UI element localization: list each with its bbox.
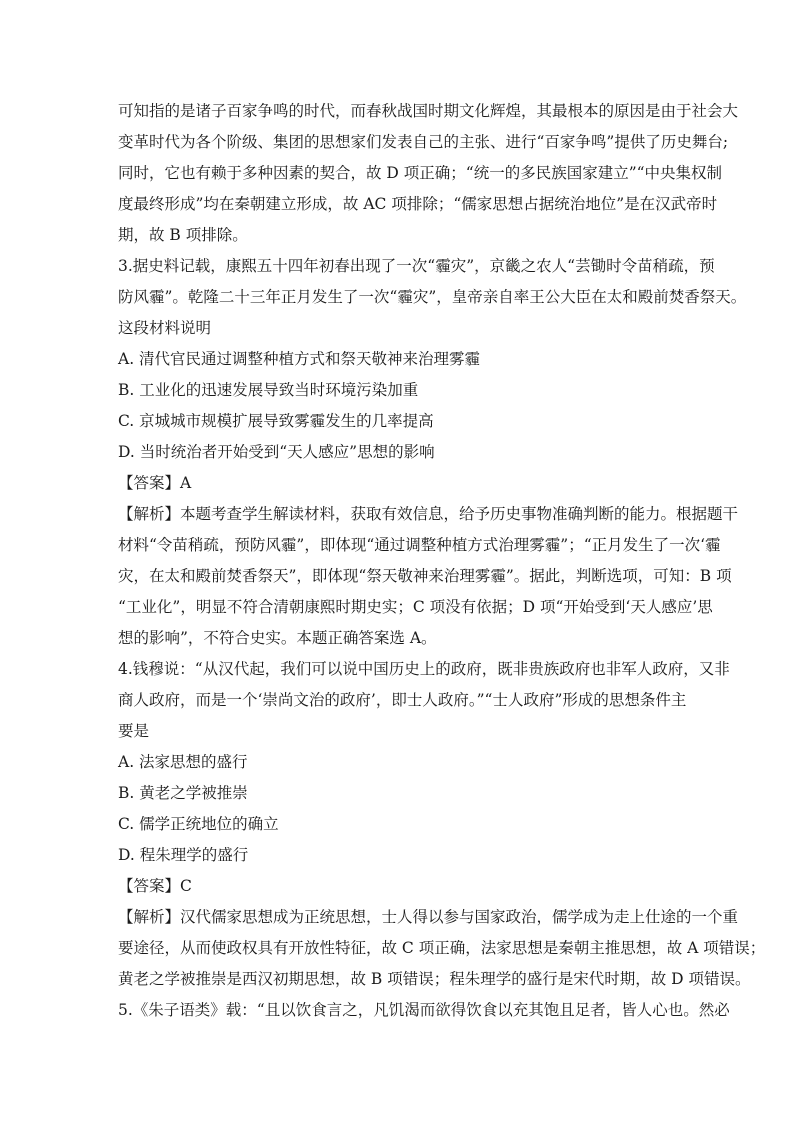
question-3-option-d: D. 当时统治者开始受到“天人感应”思想的影响 xyxy=(118,443,435,461)
question-3-option-b: B. 工业化的迅速发展导致当时环境污染加重 xyxy=(118,381,419,399)
question-4-analysis-line-2: 要途径，从而使政权具有开放性特征，故 C 项正确，法家思想是秦朝主推思想，故 A 项错误； xyxy=(118,939,766,957)
question-3-stem-line-1: 3.据史料记载，康熙五十四年初春出现了一次“霾灾”，京畿之农人“芸锄时令苗稍疏，预 xyxy=(118,257,715,275)
question-3-stem-line-3: 这段材料说明 xyxy=(118,319,212,337)
question-3-analysis-line-4: “工业化”，明显不符合清朝康熙时期史实；C 项没有依据；D 项“开始受到‘天人感应’思 xyxy=(118,598,713,616)
question-4-option-a: A. 法家思想的盛行 xyxy=(118,753,248,771)
question-5-stem-line-1: 5.《朱子语类》载：“且以饮食言之，凡饥渴而欲得饮食以充其饱且足者，皆人心也。然必 xyxy=(118,1001,730,1019)
text-line-5: 期，故 B 项排除。 xyxy=(118,226,248,244)
text-line-2: 变革时代为各个阶级、集团的思想家们发表自己的主张、进行“百家争鸣”提供了历史舞台; xyxy=(118,133,729,151)
question-3-analysis-line-2: 材料“令苗稍疏，预防风霾”，即体现“通过调整种植方式治理雾霾”；“正月发生了一次‘霾 xyxy=(118,536,721,554)
question-3-stem-line-2: 防风霾”。乾隆二十三年正月发生了一次“霾灾”，皇帝亲自率王公大臣在太和殿前焚香祭天。 xyxy=(118,288,747,306)
question-4-stem-line-3: 要是 xyxy=(118,722,150,740)
question-4-option-c: C. 儒学正统地位的确立 xyxy=(118,815,279,833)
page-content xyxy=(118,96,766,1026)
question-3-analysis-line-1: 【解析】本题考查学生解读材料，获取有效信息，给予历史事物准确判断的能力。根据题干 xyxy=(118,505,739,523)
text-line-3: 同时，它也有赖于多种因素的契合，故 D 项正确；“统一的多民族国家建立”“中央集权制 xyxy=(118,164,723,182)
text-line-1: 可知指的是诸子百家争鸣的时代，而春秋战国时期文化辉煌，其最根本的原因是由于社会大 xyxy=(118,102,739,120)
question-3-option-a: A. 清代官民通过调整种植方式和祭天敬神来治理雾霾 xyxy=(118,350,481,368)
question-4-stem-line-1: 4.钱穆说：“从汉代起，我们可以说中国历史上的政府，既非贵族政府也非军人政府，又非 xyxy=(118,660,730,678)
text-line-4: 度最终形成”均在秦朝建立形成，故 AC 项排除；“儒家思想占据统治地位”是在汉武帝时 xyxy=(118,195,718,213)
question-4-stem-line-2: 商人政府，而是一个‘崇尚文治的政府’，即士人政府。”“士人政府”形成的思想条件主 xyxy=(118,691,687,709)
question-3-option-c: C. 京城城市规模扩展导致雾霾发生的几率提高 xyxy=(118,412,434,430)
question-4-option-b: B. 黄老之学被推崇 xyxy=(118,784,248,802)
question-4-option-d: D. 程朱理学的盛行 xyxy=(118,846,249,864)
question-4-analysis-line-1: 【解析】汉代儒家思想成为正统思想，士人得以参与国家政治，儒学成为走上仕途的一个重 xyxy=(118,908,739,926)
question-3-analysis-line-3: 灾，在太和殿前焚香祭天”，即体现“祭天敬神来治理雾霾”。据此，判断选项，可知：B 项 xyxy=(118,567,732,585)
question-3-analysis-line-5: 想的影响”，不符合史实。本题正确答案选 A。 xyxy=(118,629,437,647)
question-4-answer: 【答案】C xyxy=(118,877,192,895)
question-3-answer: 【答案】A xyxy=(118,474,192,492)
question-4-analysis-line-3: 黄老之学被推崇是西汉初期思想，故 B 项错误；程朱理学的盛行是宋代时期，故 D 项错误。 xyxy=(118,970,751,988)
